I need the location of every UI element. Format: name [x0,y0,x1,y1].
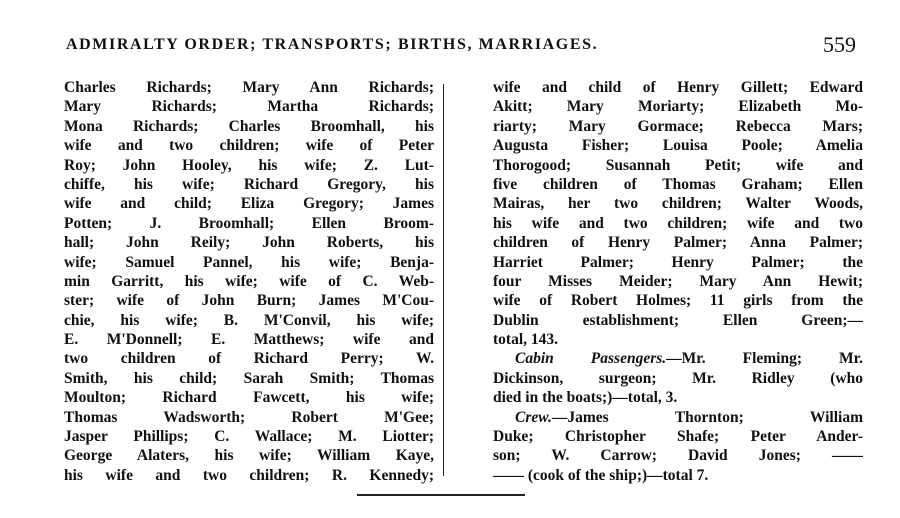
text-line: total, 143. [493,331,559,349]
text-line: Dublin establishment; Ellen Green;— [493,311,863,329]
cabin-passengers-text: —Mr. Fleming; Mr. [666,350,863,368]
section-end-rule [357,494,525,496]
text-line: his wife and two children; wife and two [493,214,863,232]
running-title: ADMIRALTY ORDER; TRANSPORTS; BIRTHS, MARRIAGES. [66,36,599,53]
text-line: chie, his wife; B. M'Convil, his wife; [64,311,434,329]
text-line: Roy; John Hooley, his wife; Z. Lut- [64,156,434,174]
text-line: Thomas Wadsworth; Robert M'Gee; [64,408,434,426]
text-line: ster; wife of John Burn; James M'Cou- [64,292,434,310]
page-number: 559 [823,32,856,57]
text-line: Mona Richards; Charles Broomhall, his [64,117,434,135]
text-line: wife and two children; wife of Peter [64,137,434,155]
text-line: wife of Robert Holmes; 11 girls from the [493,292,863,310]
text-line: Jasper Phillips; C. Wallace; M. Liotter; [64,428,434,446]
text-line: riarty; Mary Gormace; Rebecca Mars; [493,117,863,135]
text-line: children of Henry Palmer; Anna Palmer; [493,234,863,252]
text-line: E. M'Donnell; E. Matthews; wife and [64,331,434,349]
text-line: Mary Richards; Martha Richards; [64,98,434,116]
text-line: Smith, his child; Sarah Smith; Thomas [64,369,434,387]
text-line: Harriet Palmer; Henry Palmer; the [493,253,863,271]
text-line: George Alaters, his wife; William Kaye, [64,447,434,465]
text-line: min Garritt, his wife; wife of C. Web- [64,272,434,290]
running-head [66,32,866,58]
text-line: Potten; J. Broomhall; Ellen Broom- [64,214,434,232]
cabin-passengers-heading: Cabin Passengers. [515,350,667,368]
text-line: two children of Richard Perry; W. [64,350,434,368]
left-column [64,78,434,485]
text-line: wife and child of Henry Gillett; Edward [493,79,863,96]
text-line: died in the boats;)—total, 3. [493,389,678,407]
text-line: Charles Richards; Mary Ann Richards; [64,79,434,96]
text-line: Akitt; Mary Moriarty; Elizabeth Mo- [493,98,863,116]
text-line: —— (cook of the ship;)—total 7. [493,466,709,484]
text-line: five children of Thomas Graham; Ellen [493,175,863,193]
cabin-passengers-paragraph [493,349,863,368]
text-line: Augusta Fisher; Louisa Poole; Amelia [493,137,863,155]
text-line: Thorogood; Susannah Petit; wife and [493,156,863,174]
right-column [493,78,863,485]
text-line: Mairas, her two children; Walter Woods, [493,195,863,213]
text-line: Dickinson, surgeon; Mr. Ridley (who [493,369,863,387]
text-line: wife; Samuel Pannel, his wife; Benja- [64,253,434,271]
text-line: Moulton; Richard Fawcett, his wife; [64,389,434,407]
column-divider [443,84,444,476]
text-line: son; W. Carrow; David Jones; —— [493,447,863,465]
text-line: his wife and two children; R. Kennedy; [64,466,434,484]
crew-heading: Crew. [515,408,552,426]
crew-text: —James Thornton; William [551,408,863,426]
text-line: hall; John Reily; John Roberts, his [64,234,434,252]
text-line: four Misses Meider; Mary Ann Hewit; [493,272,863,290]
text-line: Duke; Christopher Shafe; Peter Ander- [493,428,863,446]
crew-paragraph [493,408,863,427]
text-line: wife and child; Eliza Gregory; James [64,195,434,213]
text-line: chiffe, his wife; Richard Gregory, his [64,175,434,193]
